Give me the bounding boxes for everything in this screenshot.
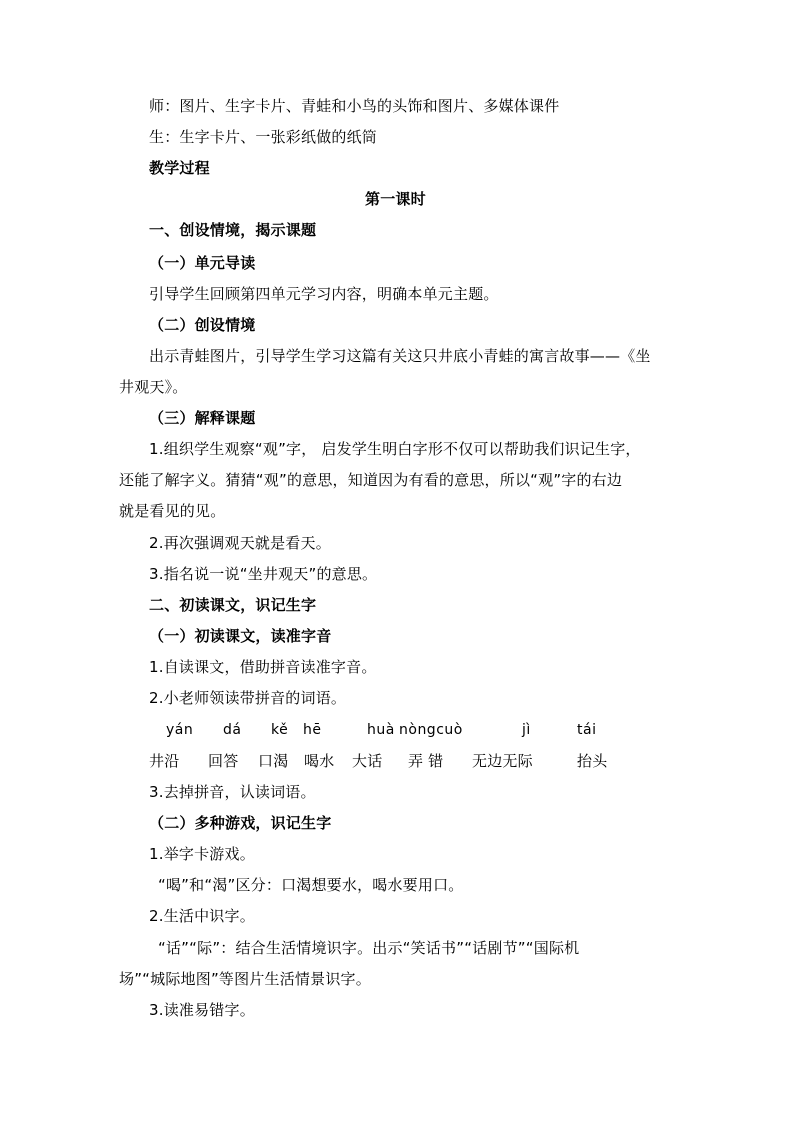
section1-sub1-heading: （一）单元导读: [149, 254, 256, 272]
section2-heading: 二、初读课文，识记生字: [149, 596, 317, 614]
pinyin-yan: yán: [166, 722, 194, 738]
process-heading: 教学过程: [149, 159, 210, 177]
word-taitou: 抬头: [577, 752, 608, 770]
pinyin-hua: huà: [367, 722, 395, 738]
section1-sub3-item2: 2.再次强调观天就是看天。: [149, 534, 331, 552]
pinyin-tai: tái: [577, 722, 597, 738]
section1-sub2-text-line1: 出示青蛙图片，引导学生学习这篇有关这只井底小青蛙的寓言故事——《坐: [149, 347, 651, 365]
section1-sub2-heading: （二）创设情境: [149, 316, 256, 334]
section2-sub2-item2: 2.生活中识字。: [149, 907, 255, 925]
section2-sub2-item1: 1.举字卡游戏。: [149, 845, 255, 863]
word-huida: 回答: [208, 752, 239, 770]
section1-sub3-item3: 3.指名说一说“坐井观天”的意思。: [149, 565, 378, 583]
pinyin-he: hē: [303, 722, 322, 738]
section1-sub3-item1-line2: 还能了解字义。猜猜“观”的意思，知道因为有看的意思，所以“观”字的右边: [119, 471, 623, 489]
section1-sub2-text-line2: 井观天》。: [119, 378, 188, 396]
section1-heading: 一、创设情境，揭示课题: [149, 221, 317, 239]
pinyin-ji: jì: [522, 722, 531, 738]
student-materials: 生：生字卡片、一张彩纸做的纸筒: [149, 128, 378, 146]
section1-sub1-text: 引导学生回顾第四单元学习内容，明确本单元主题。: [149, 285, 499, 303]
word-kouke: 口渴: [258, 752, 289, 770]
pinyin-da: dá: [223, 722, 242, 738]
pinyin-ke: kě: [271, 722, 289, 738]
section2-sub2-item3: 3.读准易错字。: [149, 1001, 255, 1019]
word-jingyan: 井沿: [149, 752, 180, 770]
lesson-title: 第一课时: [365, 190, 426, 208]
pinyin-nongcuo: nòngcuò: [399, 722, 463, 738]
section2-sub1-item1: 1.自读课文，借助拼音读准字音。: [149, 658, 377, 676]
section1-sub3-item1-line1: 1.组织学生观察“观”字， 启发学生明白字形不仅可以帮助我们识记生字，: [149, 440, 641, 458]
teacher-materials: 师：图片、生字卡片、青蛙和小鸟的头饰和图片、多媒体课件: [149, 97, 560, 115]
section2-sub2-item2-detail-line1: “话”“际”：结合生活情境识字。出示“笑话书”“话剧节”“国际机: [158, 939, 580, 957]
section2-sub1-heading: （一）初读课文，读准字音: [149, 627, 332, 645]
section2-sub2-heading: （二）多种游戏，识记生字: [149, 814, 332, 832]
word-nongcuo: 弄 错: [408, 752, 444, 770]
word-dahua: 大话: [352, 752, 383, 770]
section1-sub3-item1-line3: 就是看见的见。: [119, 502, 226, 520]
section1-sub3-heading: （三）解释课题: [149, 409, 256, 427]
section2-sub2-item1-detail: “喝”和“渴”区分：口渴想要水，喝水要用口。: [158, 876, 464, 894]
section2-sub2-item2-detail-line2: 场”“城际地图”等图片生活情景识字。: [119, 970, 371, 988]
word-heshui: 喝水: [304, 752, 335, 770]
section2-sub1-item2: 2.小老师领读带拼音的词语。: [149, 689, 347, 707]
section2-sub1-item3: 3.去掉拼音，认读词语。: [149, 783, 316, 801]
word-wubianwuji: 无边无际: [472, 752, 533, 770]
